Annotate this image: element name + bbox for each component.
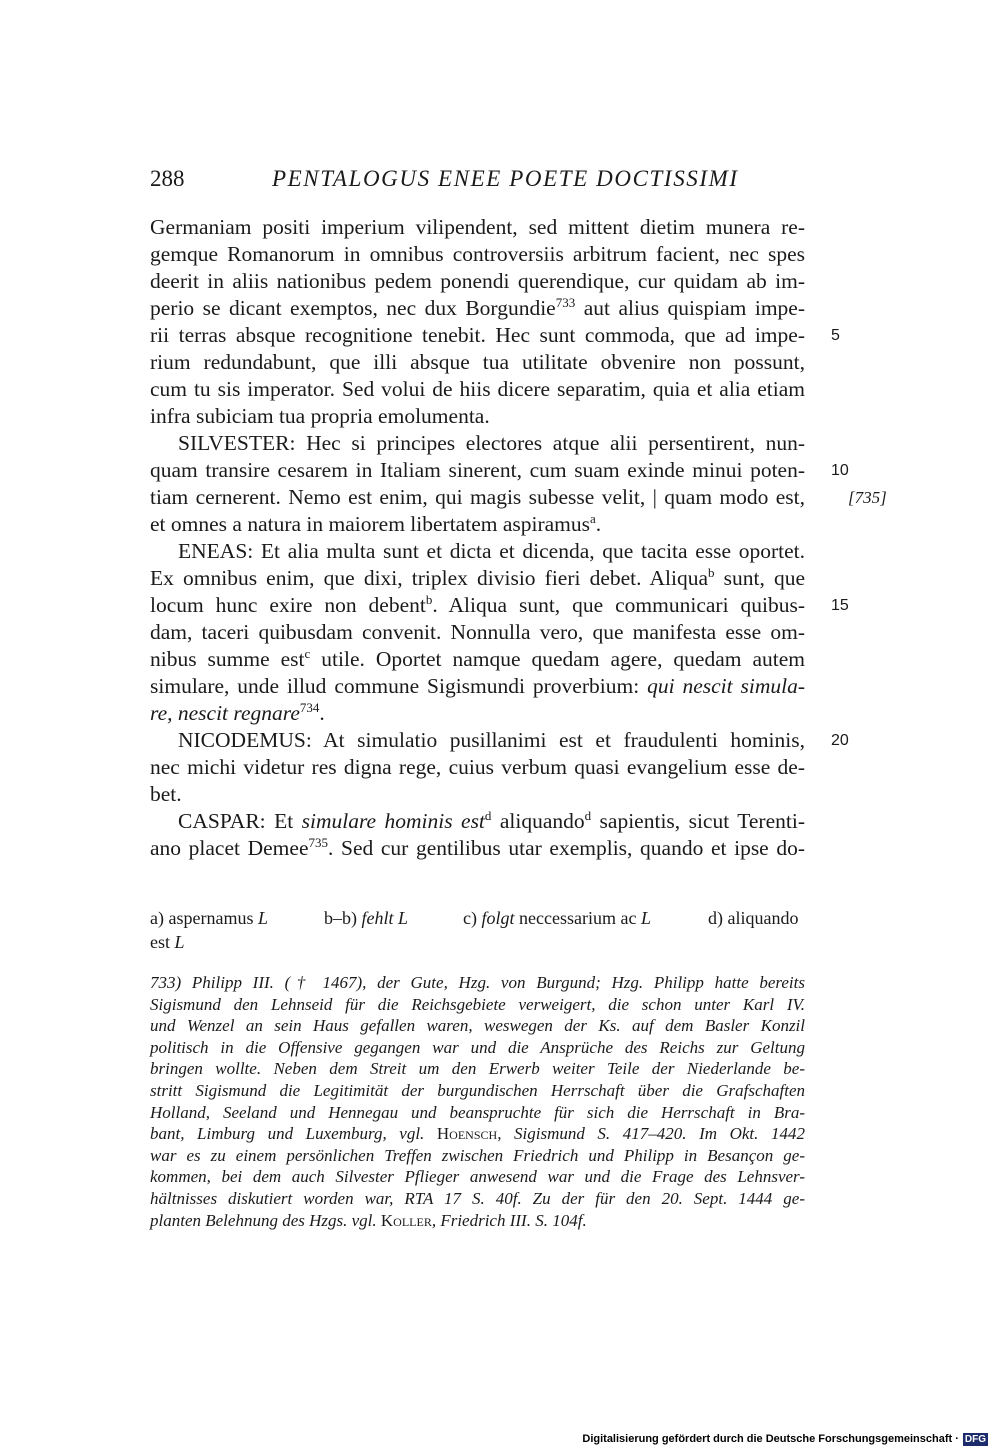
- apparatus-ref-a[interactable]: a: [590, 511, 596, 526]
- text-span: , Friedrich III. S. 104f.: [431, 1210, 587, 1230]
- siglum: L: [257, 908, 268, 928]
- footnote-ref-733[interactable]: 733: [555, 295, 576, 310]
- running-title: PENTALOGUS ENEE POETE DOCTISSIMI: [272, 166, 739, 191]
- text-line-14: [150, 565, 805, 592]
- author-smallcaps: Koller: [380, 1210, 432, 1230]
- line-number-15: 15: [831, 597, 849, 614]
- text-line-6: rium redundabunt, que illi absque tua utilitate obvenire non possunt,: [150, 350, 805, 374]
- footnote-ref-734[interactable]: 734: [299, 700, 320, 715]
- quote-italic: re, nescit regnare: [150, 701, 300, 725]
- text-span: planten Belehnung des Hzgs. vgl.: [150, 1210, 381, 1230]
- siglum: L: [174, 932, 185, 952]
- credit-text: Digitalisierung gefördert durch die Deutsche Forschungsgemeinschaft ·: [582, 1433, 959, 1445]
- text-line-3: deerit in aliis nationibus pedem ponendi querendique, cur quidam ab im-: [150, 269, 805, 293]
- line-number-20: 20: [831, 732, 849, 749]
- margin-page-reference: [735]: [848, 488, 887, 507]
- apparatus-line-2: [150, 930, 805, 954]
- text-span: CASPAR: Et: [178, 809, 302, 833]
- text-span: simulare, unde illud commune Sigismundi proverbium:: [150, 674, 648, 698]
- author-smallcaps: Hoensch: [436, 1124, 498, 1144]
- apparatus-ref-b-end[interactable]: b: [425, 592, 433, 607]
- text-span: d) aliquando: [708, 908, 799, 928]
- text-span: c): [463, 908, 482, 928]
- line-number-10: 10: [831, 462, 849, 479]
- text-line-18: [150, 673, 805, 700]
- text-span: aut alius quispiam impe-: [575, 296, 805, 320]
- text-line-9: SILVESTER: Hec si principes electores atque alii persentirent, nun-: [178, 431, 805, 455]
- text-span: Ex omnibus enim, que dixi, triplex divisio fieri debet. Aliqua: [150, 566, 708, 590]
- text-span: neccessarium ac: [514, 908, 641, 928]
- page-number: 288: [150, 166, 185, 191]
- text-line-11: tiam cernerent. Nemo est enim, qui magis subesse velit, | quam modo est,: [150, 485, 805, 509]
- text-span: est: [150, 932, 175, 952]
- text-line-23: [150, 808, 805, 835]
- footnote-line-9: war es zu einem persönlichen Treffen zwischen Friedrich und Philipp in Besançon ge-: [150, 1145, 805, 1165]
- text-span: a) aspernamus: [150, 908, 258, 928]
- text-span: bant, Limburg und Luxemburg, vgl.: [150, 1124, 437, 1144]
- text-line-10: quam transire cesarem in Italiam sinerent, cum suam exinde minui poten-: [150, 458, 805, 482]
- footnote-ref-735[interactable]: 735: [308, 835, 328, 850]
- text-line-8: infra subiciam tua propria emolumenta.: [150, 404, 490, 428]
- apparatus-line-1: [150, 906, 805, 930]
- text-span: locum hunc exire non debent: [150, 593, 426, 617]
- text-span: utile. Oportet namque quedam agere, quedam autem: [310, 647, 805, 671]
- footnote-line-10: kommen, bei dem auch Silvester Pflieger anwesend war und die Frage des Lehnsver-: [150, 1167, 805, 1187]
- text-line-7: cum tu sis imperator. Sed volui de hiis dicere separatim, quia et alia etiam: [150, 377, 805, 401]
- text-line-15: [150, 592, 805, 619]
- apparatus-ref-d-end[interactable]: d: [584, 808, 592, 823]
- text-span: nibus summe est: [150, 647, 305, 671]
- footnote-line-11: hältnisses diskutiert worden war, RTA 17 S. 40f. Zu der für den 20. Sept. 1444 ge-: [150, 1189, 805, 1208]
- text-line-20: NICODEMUS: At simulatio pusillanimi est et fraudulenti hominis,: [178, 728, 805, 752]
- text-span: aliquando: [491, 809, 585, 833]
- footnote-line-5: bringen wollte. Neben dem Streit um den Erwerb weiter Teile der Niederlande be-: [150, 1059, 805, 1079]
- text-span: sunt, que: [714, 566, 805, 590]
- text-line-2: gemque Romanorum in omnibus controversiis arbitrum facient, nec spes: [150, 242, 805, 266]
- text-span: sapientis, sicut Terenti-: [591, 809, 805, 833]
- footnote-line-6: stritt Sigismund die Legitimität der burgundischen Herrschaft über die Grafschaften: [150, 1081, 805, 1100]
- text-line-21: nec michi videtur res digna rege, cuius verbum quasi evangelium esse de-: [150, 755, 805, 779]
- apparatus-italic: folgt: [481, 908, 515, 928]
- text-span: .: [595, 512, 602, 536]
- text-span: . Aliqua sunt, que communicari quibus-: [432, 593, 805, 617]
- digitization-credit: [582, 1432, 988, 1446]
- footnote-line-7: Holland, Seeland und Hennegau und beanspruchte für sich die Herrschaft in Bra-: [150, 1102, 805, 1122]
- text-span: , Sigismund S. 417–420. Im Okt. 1442: [497, 1124, 805, 1144]
- footnote-line-4: politisch in die Offensive gegangen war und die Ansprüche des Reichs zur Geltung: [150, 1037, 805, 1057]
- running-header: [150, 164, 810, 194]
- apparatus-ref-c[interactable]: c: [304, 646, 311, 661]
- text-line-1: Germaniam positi imperium vilipendent, sed mittent dietim munera re-: [150, 215, 805, 239]
- text-line-16: dam, taceri quibusdam convenit. Nonnulla vero, que manifesta esse om-: [150, 620, 805, 644]
- quote-italic: qui nescit simula-: [647, 674, 806, 698]
- text-line-5: rii terras absque recognitione tenebit. Hec sunt commoda, que ad impe-: [150, 323, 805, 347]
- text-span: perio se dicant exemptos, nec dux Borgundie: [150, 296, 556, 320]
- apparatus-entry-c: [463, 906, 651, 930]
- siglum: L: [640, 908, 651, 928]
- apparatus-entry-d: [708, 906, 798, 930]
- text-line-17: [150, 646, 805, 673]
- footnote-line-8: [150, 1123, 805, 1145]
- quote-italic: simulare hominis est: [301, 809, 485, 833]
- apparatus-italic: fehlt L: [361, 908, 409, 928]
- text-line-19: [150, 700, 805, 727]
- apparatus-ref-b[interactable]: b: [707, 565, 715, 580]
- apparatus-entry-b: [324, 906, 408, 930]
- apparatus-ref-d[interactable]: d: [484, 808, 492, 823]
- footnote-line-1: 733) Philipp III. († 1467), der Gute, Hzg. von Burgund; Hzg. Philipp hatte bereits: [150, 973, 805, 992]
- text-line-22: bet.: [150, 782, 182, 806]
- text-line-13: ENEAS: Et alia multa sunt et dicta et dicenda, que tacita esse oportet.: [178, 539, 805, 563]
- dfg-logo: DFG: [964, 1434, 986, 1445]
- text-span: . Sed cur gentilibus utar exemplis, quando et ipse do-: [328, 836, 806, 860]
- text-line-12: [150, 511, 805, 538]
- apparatus-entry-a: [150, 906, 268, 930]
- line-number-5: 5: [831, 327, 840, 344]
- text-span: b–b): [324, 908, 362, 928]
- footnote-line-2: Sigismund den Lehnseid für die Reichsgebiete verweigert, die schon unter Karl IV.: [150, 994, 805, 1014]
- text-line-4: [150, 295, 805, 322]
- text-line-24: [150, 835, 805, 862]
- text-span: ano placet Demee: [150, 836, 309, 860]
- text-span: .: [319, 701, 325, 725]
- footnote-line-12: [150, 1210, 805, 1232]
- footnote-line-3: und Wenzel an sein Haus gefallen waren, weswegen der Ks. auf dem Basler Konzil: [150, 1016, 805, 1036]
- text-span: et omnes a natura in maiorem libertatem aspiramus: [150, 512, 591, 536]
